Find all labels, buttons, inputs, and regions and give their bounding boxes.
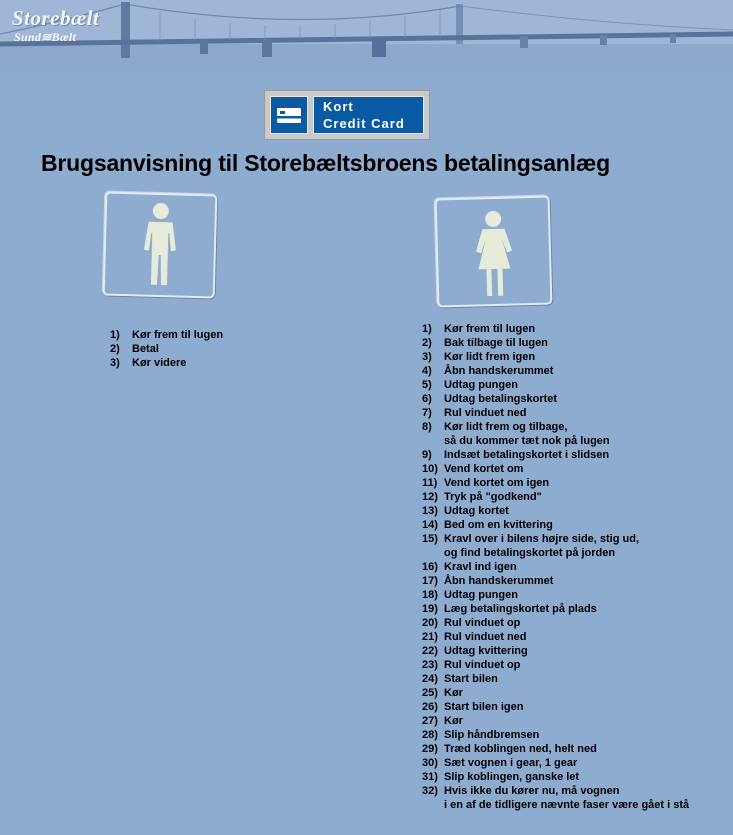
step-text <box>444 518 553 532</box>
step-number: 6) <box>422 393 432 405</box>
sign-label-credit-card: Credit Card <box>323 116 405 131</box>
list-item <box>422 630 689 644</box>
step-text-line: Kravl over i bilens højre side, stig ud, <box>444 533 639 545</box>
step-text <box>444 322 535 336</box>
list-item <box>422 560 689 574</box>
step-text-line: Udtag betalingskortet <box>444 393 558 405</box>
step-text <box>444 420 610 448</box>
man-pictogram <box>103 192 218 299</box>
step-text <box>444 490 542 504</box>
step-text <box>444 784 689 812</box>
credit-card-sign <box>264 90 430 140</box>
step-text-line: Åbn handskerummet <box>444 575 554 587</box>
step-text <box>444 532 639 560</box>
step-text-line: Træd koblingen ned, helt ned <box>444 743 597 755</box>
step-text <box>444 392 557 406</box>
list-item <box>422 728 689 742</box>
step-text <box>132 342 159 356</box>
step-number: 29) <box>422 743 438 755</box>
step-text <box>444 560 517 574</box>
step-number: 12) <box>422 491 438 503</box>
sign-label <box>313 96 424 134</box>
list-item <box>422 784 689 812</box>
step-number: 28) <box>422 729 438 741</box>
step-text <box>132 356 186 370</box>
step-text-line: Slip håndbremsen <box>444 729 540 741</box>
step-text <box>444 350 535 364</box>
step-text-line: Bak tilbage til lugen <box>444 337 548 349</box>
step-number: 26) <box>422 701 438 713</box>
step-number: 15) <box>422 533 438 545</box>
list-item <box>422 686 689 700</box>
list-item <box>422 448 689 462</box>
step-text-line: Rul vinduet ned <box>444 631 527 643</box>
step-text-line: Kør frem til lugen <box>444 323 536 335</box>
step-number: 19) <box>422 603 438 615</box>
step-number: 1) <box>422 323 432 335</box>
step-number: 30) <box>422 757 438 769</box>
list-item <box>422 420 689 448</box>
credit-card-icon <box>270 96 308 134</box>
step-text-line: Bed om en kvittering <box>444 519 553 531</box>
step-text-line: Kør <box>444 715 463 727</box>
step-text-line: Åbn handskerummet <box>444 365 554 377</box>
step-text-line: Udtag pungen <box>444 379 518 391</box>
woman-pictogram <box>435 196 553 308</box>
step-number: 10) <box>422 463 438 475</box>
step-number: 32) <box>422 785 438 797</box>
step-text-line: Tryk på "godkend" <box>444 491 542 503</box>
step-number: 1) <box>110 329 120 341</box>
list-item <box>422 770 689 784</box>
step-text-line: Rul vinduet op <box>444 659 521 671</box>
step-number: 5) <box>422 379 432 391</box>
step-text <box>444 742 597 756</box>
step-text <box>444 574 553 588</box>
list-item <box>422 588 689 602</box>
list-item <box>422 532 689 560</box>
sund-baelt-logo: Sund≋Bælt <box>14 30 77 44</box>
step-number: 2) <box>110 343 120 355</box>
step-text <box>444 476 549 490</box>
list-item <box>422 336 689 350</box>
step-number: 24) <box>422 673 438 685</box>
list-item <box>422 504 689 518</box>
step-text <box>444 658 520 672</box>
step-text <box>444 728 539 742</box>
step-text-line: Udtag pungen <box>444 589 518 601</box>
step-text <box>444 756 577 770</box>
step-number: 17) <box>422 575 438 587</box>
step-text-line: Betal <box>132 343 159 355</box>
page-title: Brugsanvisning til Storebæltsbroens betalingsanlæg <box>41 150 610 176</box>
list-item <box>422 392 689 406</box>
step-number: 23) <box>422 659 438 671</box>
step-number: 9) <box>422 449 432 461</box>
list-item <box>422 616 689 630</box>
step-text-line: Rul vinduet ned <box>444 407 527 419</box>
step-text-line: Udtag kortet <box>444 505 509 517</box>
step-text-line: Sæt vognen i gear, 1 gear <box>444 757 578 769</box>
bridge-illustration <box>0 0 733 72</box>
step-number: 21) <box>422 631 438 643</box>
step-text-line: Vend kortet om igen <box>444 477 550 489</box>
step-number: 3) <box>422 351 432 363</box>
step-number: 13) <box>422 505 438 517</box>
storebaelt-logo: Storebælt <box>12 6 100 30</box>
list-item <box>422 364 689 378</box>
list-item <box>110 342 223 356</box>
list-item <box>422 672 689 686</box>
step-text-line: Rul vinduet op <box>444 617 521 629</box>
sign-label-kort: Kort <box>323 99 354 114</box>
man-icon <box>105 194 216 297</box>
list-item <box>422 742 689 756</box>
step-text-continuation: og find betalingskortet på jorden <box>444 547 616 559</box>
step-number: 27) <box>422 715 438 727</box>
step-number: 18) <box>422 589 438 601</box>
step-text-continuation: i en af de tidligere nævnte faser være gået i stå <box>444 799 690 811</box>
step-text <box>444 644 528 658</box>
list-item <box>110 356 223 370</box>
woman-steps-list <box>422 322 689 812</box>
step-number: 20) <box>422 617 438 629</box>
step-text-line: Kør frem til lugen <box>132 329 224 341</box>
step-text-line: Vend kortet om <box>444 463 524 475</box>
list-item <box>110 328 223 342</box>
list-item <box>422 322 689 336</box>
step-text <box>444 714 463 728</box>
step-text <box>444 462 523 476</box>
step-number: 4) <box>422 365 432 377</box>
step-text <box>444 630 527 644</box>
step-text <box>444 602 597 616</box>
list-item <box>422 644 689 658</box>
step-text <box>444 616 520 630</box>
step-text-line: Kør lidt frem igen <box>444 351 536 363</box>
step-number: 2) <box>422 337 432 349</box>
step-text-line: Start bilen igen <box>444 701 524 713</box>
step-text-line: Kravl ind igen <box>444 561 517 573</box>
list-item <box>422 378 689 392</box>
step-text <box>444 448 609 462</box>
step-number: 22) <box>422 645 438 657</box>
list-item <box>422 602 689 616</box>
list-item <box>422 350 689 364</box>
list-item <box>422 406 689 420</box>
step-text <box>444 336 548 350</box>
step-text <box>444 588 518 602</box>
step-number: 8) <box>422 421 432 433</box>
step-number: 7) <box>422 407 432 419</box>
step-number: 11) <box>422 477 438 489</box>
step-text-line: Slip koblingen, ganske let <box>444 771 580 783</box>
step-number: 16) <box>422 561 438 573</box>
step-number: 31) <box>422 771 438 783</box>
step-number: 25) <box>422 687 438 699</box>
list-item <box>422 574 689 588</box>
step-text <box>444 686 463 700</box>
list-item <box>422 518 689 532</box>
step-text <box>444 770 579 784</box>
step-text <box>444 504 509 518</box>
step-text-line: Læg betalingskortet på plads <box>444 603 597 615</box>
step-text-line: Start bilen <box>444 673 498 685</box>
list-item <box>422 756 689 770</box>
list-item <box>422 490 689 504</box>
step-text <box>444 364 553 378</box>
step-text-line: Udtag kvittering <box>444 645 528 657</box>
list-item <box>422 462 689 476</box>
step-text <box>444 700 523 714</box>
woman-icon <box>437 198 551 306</box>
step-text-line: Kør lidt frem og tilbage, <box>444 421 568 433</box>
list-item <box>422 714 689 728</box>
step-text-line: Kør <box>444 687 463 699</box>
list-item <box>422 476 689 490</box>
step-text <box>444 406 527 420</box>
step-text <box>444 378 518 392</box>
step-text-continuation: så du kommer tæt nok på lugen <box>444 435 610 447</box>
list-item <box>422 658 689 672</box>
bridge-banner <box>0 0 733 72</box>
step-text-line: Indsæt betalingskortet i slidsen <box>444 449 610 461</box>
man-steps-list <box>110 328 223 370</box>
list-item <box>422 700 689 714</box>
step-text <box>444 672 498 686</box>
step-text-line: Kør videre <box>132 357 187 369</box>
step-text <box>132 328 223 342</box>
step-text-line: Hvis ikke du kører nu, må vognen <box>444 785 620 797</box>
step-number: 3) <box>110 357 120 369</box>
step-number: 14) <box>422 519 438 531</box>
